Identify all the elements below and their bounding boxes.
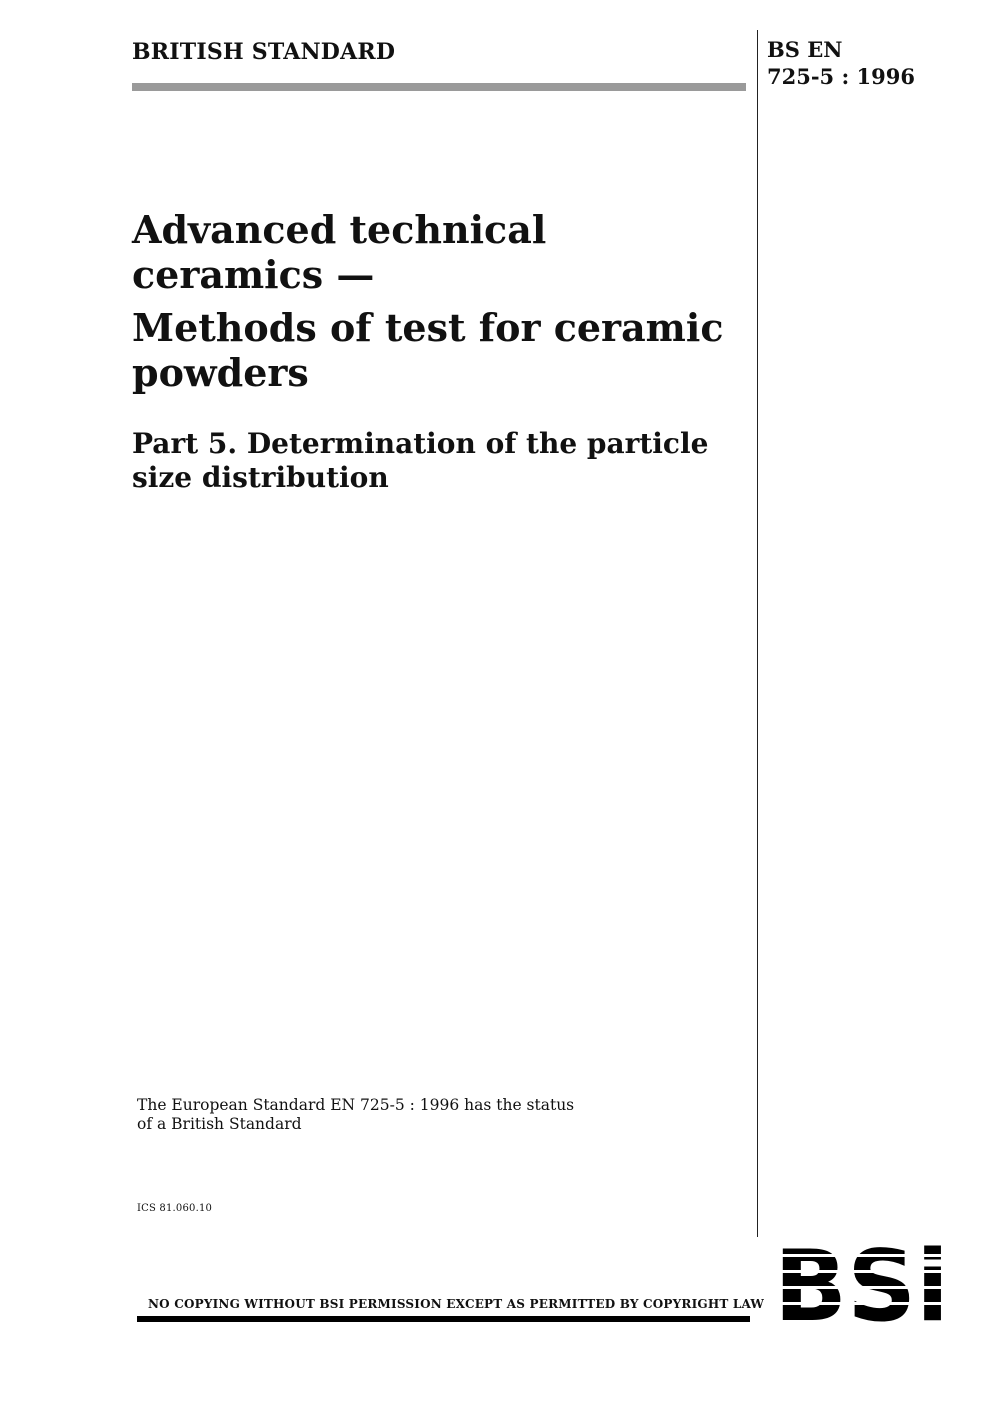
document-subtitle: Methods of test for ceramic powders [132,305,724,395]
header-rule [132,83,746,91]
bsi-logo [774,1240,949,1324]
copyright-notice: NO COPYING WITHOUT BSI PERMISSION EXCEPT AS PERMITTED BY COPYRIGHT LAW [148,1297,765,1311]
footer-rule [137,1316,750,1322]
standard-designation [767,36,915,90]
document-part-title: Part 5. Determination of the particle size distribution [132,427,709,494]
ics-code: ICS 81.060.10 [137,1203,213,1214]
vertical-divider [757,30,758,1237]
document-title: Advanced technical ceramics — [132,207,547,297]
designation-line-1: BS EN [767,37,843,62]
standard-type-label: BRITISH STANDARD [132,39,396,65]
status-note: The European Standard EN 725-5 : 1996 has the status of a British Standard [137,1096,575,1133]
designation-line-2: 725-5 : 1996 [767,64,915,89]
